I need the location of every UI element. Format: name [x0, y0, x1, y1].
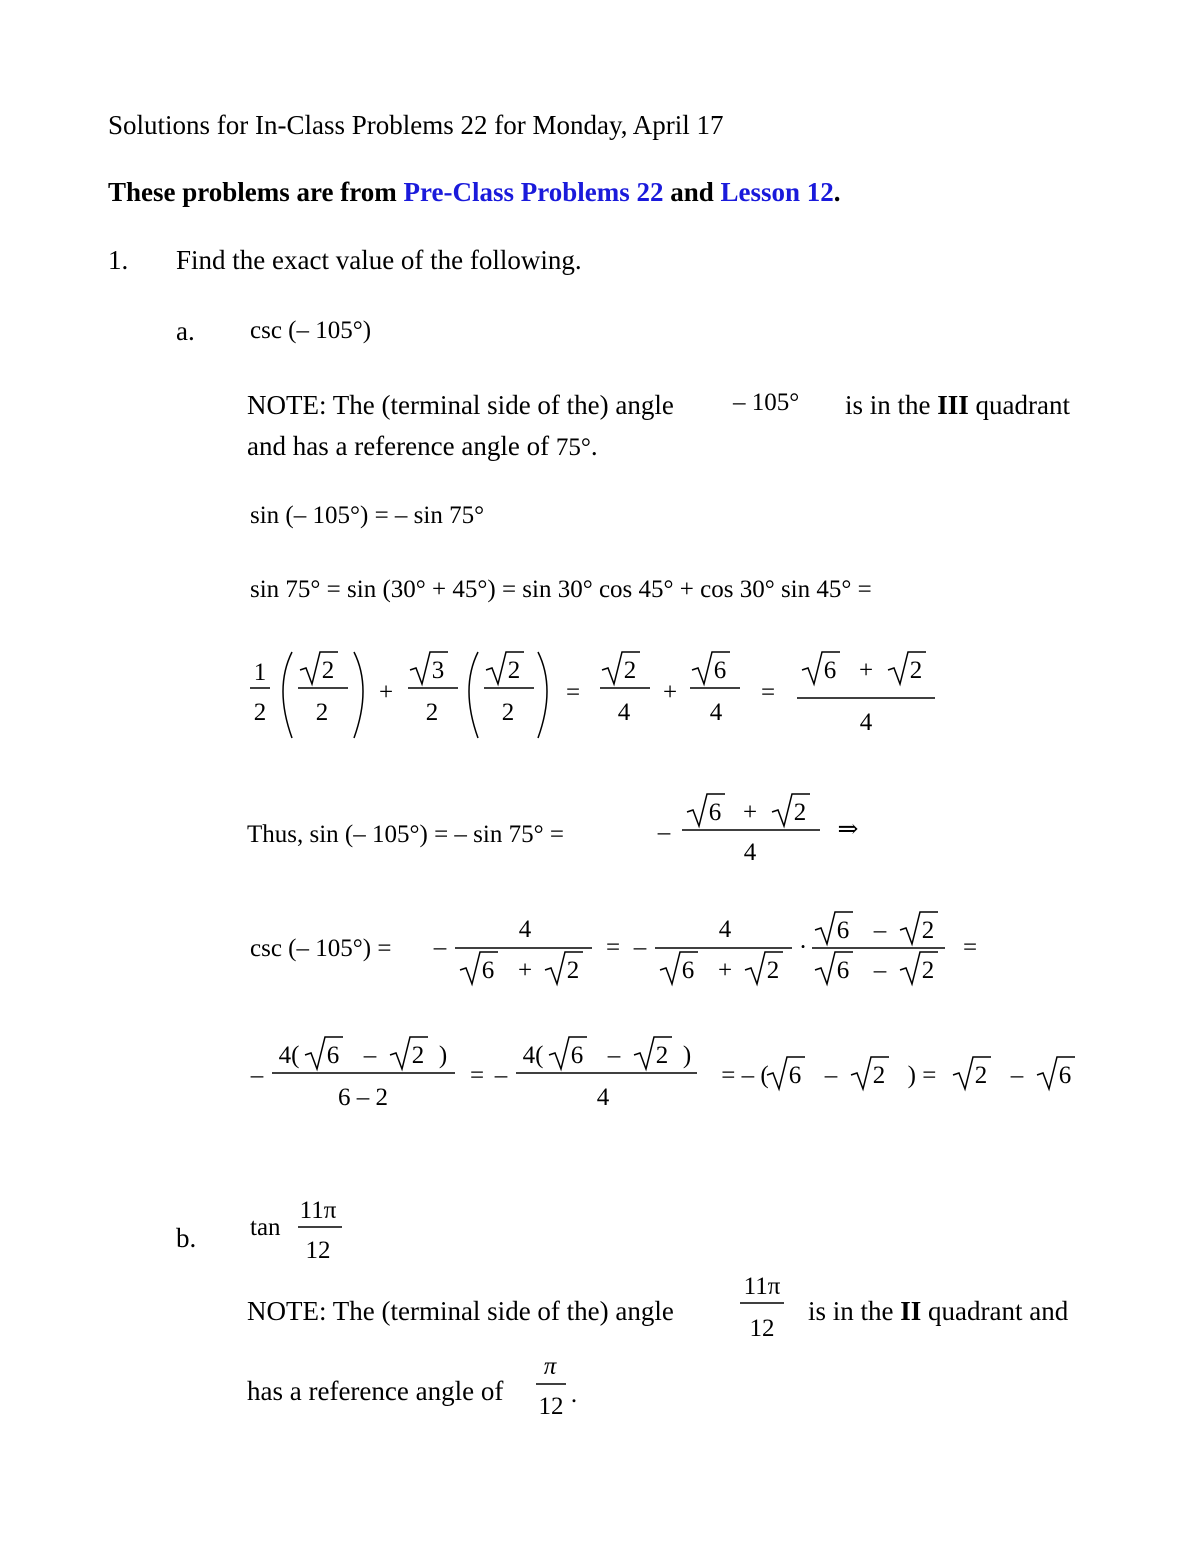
- den-2: 2: [253, 699, 267, 726]
- plus: +: [378, 679, 394, 706]
- period: .: [570, 1381, 578, 1408]
- den-4: 4: [743, 839, 757, 866]
- minus: –: [873, 957, 887, 984]
- note2-end: .: [590, 431, 598, 461]
- equals: =: [760, 679, 776, 706]
- link-lesson[interactable]: Lesson 12: [720, 177, 834, 207]
- note2-text: and has a reference angle of: [247, 431, 550, 461]
- den-2: 2: [501, 699, 515, 726]
- radicand-2: 2: [921, 917, 935, 944]
- source-end: .: [833, 177, 841, 207]
- radicand-6: 6: [708, 799, 722, 826]
- minus: –: [607, 1042, 621, 1069]
- plus: +: [517, 957, 533, 984]
- left-paren: [283, 652, 292, 738]
- note-angle: – 105°: [733, 389, 800, 416]
- minus: –: [657, 819, 671, 846]
- radicand-6: 6: [681, 957, 695, 984]
- note-ref-angle: 75°: [555, 434, 591, 461]
- dot: ·: [798, 934, 808, 961]
- equals: =: [565, 679, 581, 706]
- den-4: 4: [859, 709, 873, 736]
- source-mid: and: [670, 177, 714, 207]
- problem-prompt: Find the exact value of the following.: [176, 245, 582, 275]
- expansion-equation: [240, 640, 960, 750]
- den-2: 2: [315, 699, 329, 726]
- part-a-expression: csc (– 105°): [250, 317, 372, 344]
- den-4: 4: [617, 699, 631, 726]
- part-a-note-line1: [247, 392, 674, 419]
- radicand-2: 2: [507, 657, 521, 684]
- note-text: NOTE: The (terminal side of the) angle: [247, 390, 674, 420]
- plus: +: [742, 799, 758, 826]
- part-a-note-line2: [247, 433, 598, 460]
- equals: =: [605, 934, 621, 961]
- note-end: quadrant and: [928, 1296, 1069, 1326]
- step-sum-formula: sin 75° = sin (30° + 45°) = sin 30° cos 45° + cos 30° sin 45° =: [250, 576, 872, 603]
- den-12: 12: [305, 1237, 331, 1264]
- note-quadrant: III: [937, 390, 969, 420]
- plus: +: [858, 657, 874, 684]
- den-4: 4: [596, 1084, 610, 1111]
- part-b-note-end: [808, 1298, 1068, 1325]
- close-paren: ): [438, 1042, 448, 1069]
- radicand-6: 6: [713, 657, 727, 684]
- radicand-2: 2: [321, 657, 335, 684]
- radicand-6: 6: [1058, 1062, 1072, 1089]
- radicand-2: 2: [623, 657, 637, 684]
- equals: =: [962, 934, 978, 961]
- den-six-minus-two: 6 – 2: [338, 1084, 388, 1111]
- four-open: 4(: [522, 1042, 544, 1069]
- radicand-6: 6: [823, 657, 837, 684]
- minus: –: [824, 1062, 838, 1089]
- csc-fractions: [430, 900, 990, 1000]
- radicand-2: 2: [974, 1062, 988, 1089]
- minus: –: [494, 1062, 508, 1089]
- minus: –: [250, 1062, 264, 1089]
- radicand-2: 2: [411, 1042, 425, 1069]
- implies: ⇒: [837, 816, 859, 843]
- radicand-2: 2: [909, 657, 923, 684]
- four-open: 4(: [278, 1042, 300, 1069]
- minus: –: [1010, 1062, 1024, 1089]
- radicand-6: 6: [788, 1062, 802, 1089]
- radicand-6: 6: [326, 1042, 340, 1069]
- den-12: 12: [538, 1393, 564, 1420]
- radicand-2: 2: [872, 1062, 886, 1089]
- num-pi: π: [543, 1353, 557, 1380]
- minus: –: [433, 934, 447, 961]
- num-11pi: 11π: [299, 1197, 337, 1224]
- right-paren: [538, 652, 547, 738]
- num-4: 4: [518, 916, 532, 943]
- close-equals: ) =: [907, 1062, 937, 1089]
- left-paren: [469, 652, 478, 738]
- part-b-ref-fraction: [530, 1350, 590, 1430]
- part-b-fraction: [290, 1192, 350, 1272]
- note-quadrant: II: [900, 1296, 922, 1326]
- note-quadrant-text: [845, 392, 1070, 419]
- num-4: 4: [718, 916, 732, 943]
- num-11pi: 11π: [743, 1273, 781, 1300]
- num-1: 1: [253, 659, 267, 686]
- radicand-6: 6: [570, 1042, 584, 1069]
- close-paren: ): [682, 1042, 692, 1069]
- radicand-6: 6: [481, 957, 495, 984]
- note-end: quadrant: [975, 390, 1070, 420]
- part-b-note2: has a reference angle of: [247, 1376, 504, 1406]
- minus: –: [363, 1042, 377, 1069]
- radicand-3: 3: [431, 657, 445, 684]
- equals: =: [469, 1062, 485, 1089]
- note-mid: is in the: [845, 390, 931, 420]
- source-line: [108, 179, 841, 206]
- part-a-label: a.: [176, 316, 195, 346]
- note-mid: is in the: [808, 1296, 894, 1326]
- radicand-2: 2: [921, 957, 935, 984]
- part-b-note-fraction: [732, 1268, 792, 1348]
- radicand-2: 2: [566, 957, 580, 984]
- plus: +: [717, 957, 733, 984]
- radicand-6: 6: [836, 957, 850, 984]
- right-paren: [354, 652, 363, 738]
- thus-line: Thus, sin (– 105°) = – sin 75° =: [247, 821, 564, 848]
- den-4: 4: [709, 699, 723, 726]
- den-2: 2: [425, 699, 439, 726]
- equals-minus-paren: = – (: [721, 1062, 769, 1089]
- page-title: Solutions for In-Class Problems 22 for Monday, April 17: [108, 110, 724, 140]
- radicand-2: 2: [655, 1042, 669, 1069]
- source-prefix: These problems are from: [108, 177, 397, 207]
- radicand-6: 6: [836, 917, 850, 944]
- radicand-2: 2: [766, 957, 780, 984]
- problem-number: 1.: [108, 245, 129, 275]
- thus-fraction: [650, 782, 880, 872]
- plus: +: [662, 679, 678, 706]
- final-simplification: [245, 1025, 1095, 1125]
- part-b-label: b.: [176, 1223, 197, 1253]
- den-12: 12: [749, 1315, 775, 1342]
- step-sin-negative: sin (– 105°) = – sin 75°: [250, 502, 485, 529]
- csc-line: csc (– 105°) =: [250, 935, 392, 962]
- radicand-2: 2: [793, 799, 807, 826]
- part-b-func: tan: [250, 1214, 281, 1241]
- minus: –: [633, 934, 647, 961]
- minus: –: [873, 917, 887, 944]
- part-b-note: NOTE: The (terminal side of the) angle: [247, 1296, 674, 1326]
- link-pre-class-problems[interactable]: Pre-Class Problems 22: [403, 177, 664, 207]
